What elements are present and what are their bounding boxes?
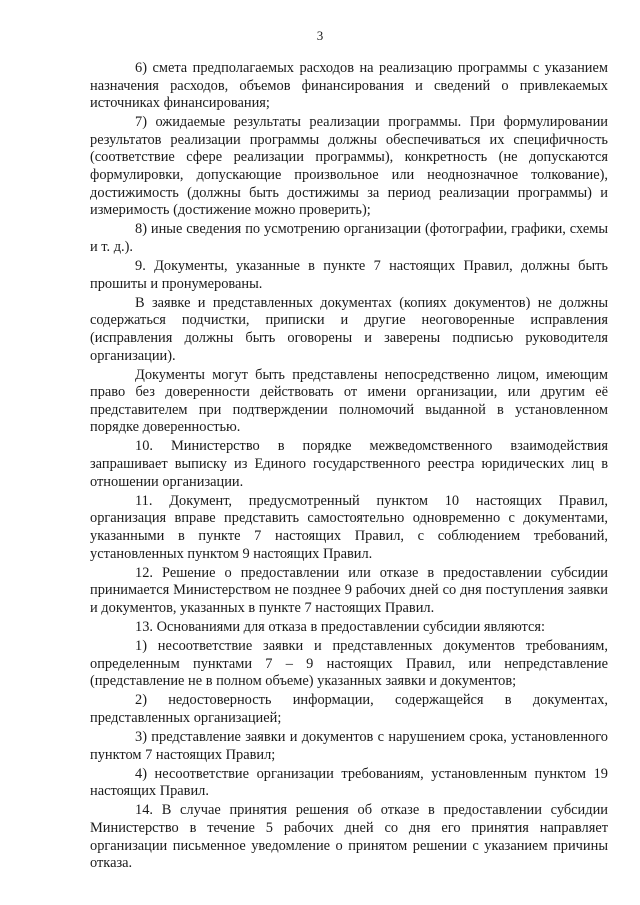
paragraph-refusal-2: 2) недостоверность информации, содержащейся в документах, представленных организацией; xyxy=(90,692,608,726)
paragraph-clause-12: 12. Решение о предоставлении или отказе в предоставлении субсидии принимается Министерством не позднее 9 рабочих дней со дня поступления заявки и документов, указанных в пункте 7 настоящих Правил. xyxy=(90,564,608,616)
paragraph-refusal-4: 4) несоответствие организации требованиям, установленным пунктом 19 настоящих Правил. xyxy=(90,765,608,800)
paragraph-refusal-3: 3) представление заявки и документов с нарушением срока, установленного пунктом 7 настоящих Правил; xyxy=(90,728,608,763)
paragraph-refusal-1: 1) несоответствие заявки и представленных документов требованиям, определенным пунктами 7 – 9 настоящих Правил, или непредставление (представление не в полном объеме) указанных заявки и документов; xyxy=(90,638,608,690)
page-number: 3 xyxy=(316,28,324,43)
paragraph-clause-11: 11. Документ, предусмотренный пунктом 10 настоящих Правил, организация вправе представить самостоятельно одновременно с документами, указанными в пункте 7 настоящих Правил, с соблюдением требований, установленных пунктом 9 настоящих Правил. xyxy=(90,492,608,562)
paragraph-item-6: 6) смета предполагаемых расходов на реализацию программы с указанием назначения расходов, объемов финансирования и сведений о привлекаемых источниках финансирования; xyxy=(90,60,608,112)
paragraph-clause-13: 13. Основаниями для отказа в предоставлении субсидии являются: xyxy=(135,618,545,635)
paragraph-representative: Документы могут быть представлены непосредственно лицом, имеющим право без доверенности действовать от имени организации, или другим её представителем при подтверждении полномочий выданной в установленном порядке доверенностью. xyxy=(90,366,608,436)
paragraph-item-8: 8) иные сведения по усмотрению организации (фотографии, графики, схемы и т. д.). xyxy=(90,221,608,255)
paragraph-clause-14: 14. В случае принятия решения об отказе в предоставлении субсидии Министерство в течение 5 рабочих дней со дня его принятия направляет организации письменное уведомление о принятом решении с указанием причины отказа. xyxy=(90,802,608,872)
paragraph-corrections: В заявке и представленных документах (копиях документов) не должны содержаться подчистки, приписки и другие неоговоренные исправления (исправления должны быть оговорены и заверены подписью руководителя организации). xyxy=(90,294,608,364)
paragraph-item-7: 7) ожидаемые результаты реализации программы. При формулировании результатов реализации программы должны обеспечиваться их специфичность (соответствие сфере реализации программы), конкретность (не допускаются формулировки, допускающие произвольное или неоднозначное толкование), достижимость (должны быть достижимы за период реализации программы) и измеримость (достижение можно проверить); xyxy=(90,114,608,219)
paragraph-clause-10: 10. Министерство в порядке межведомственного взаимодействия запрашивает выписку из Единого государственного реестра юридических лиц в отношении организации. xyxy=(90,438,608,490)
document-body xyxy=(90,60,608,874)
paragraph-clause-9: 9. Документы, указанные в пункте 7 настоящих Правил, должны быть прошиты и пронумерованы. xyxy=(90,258,608,292)
